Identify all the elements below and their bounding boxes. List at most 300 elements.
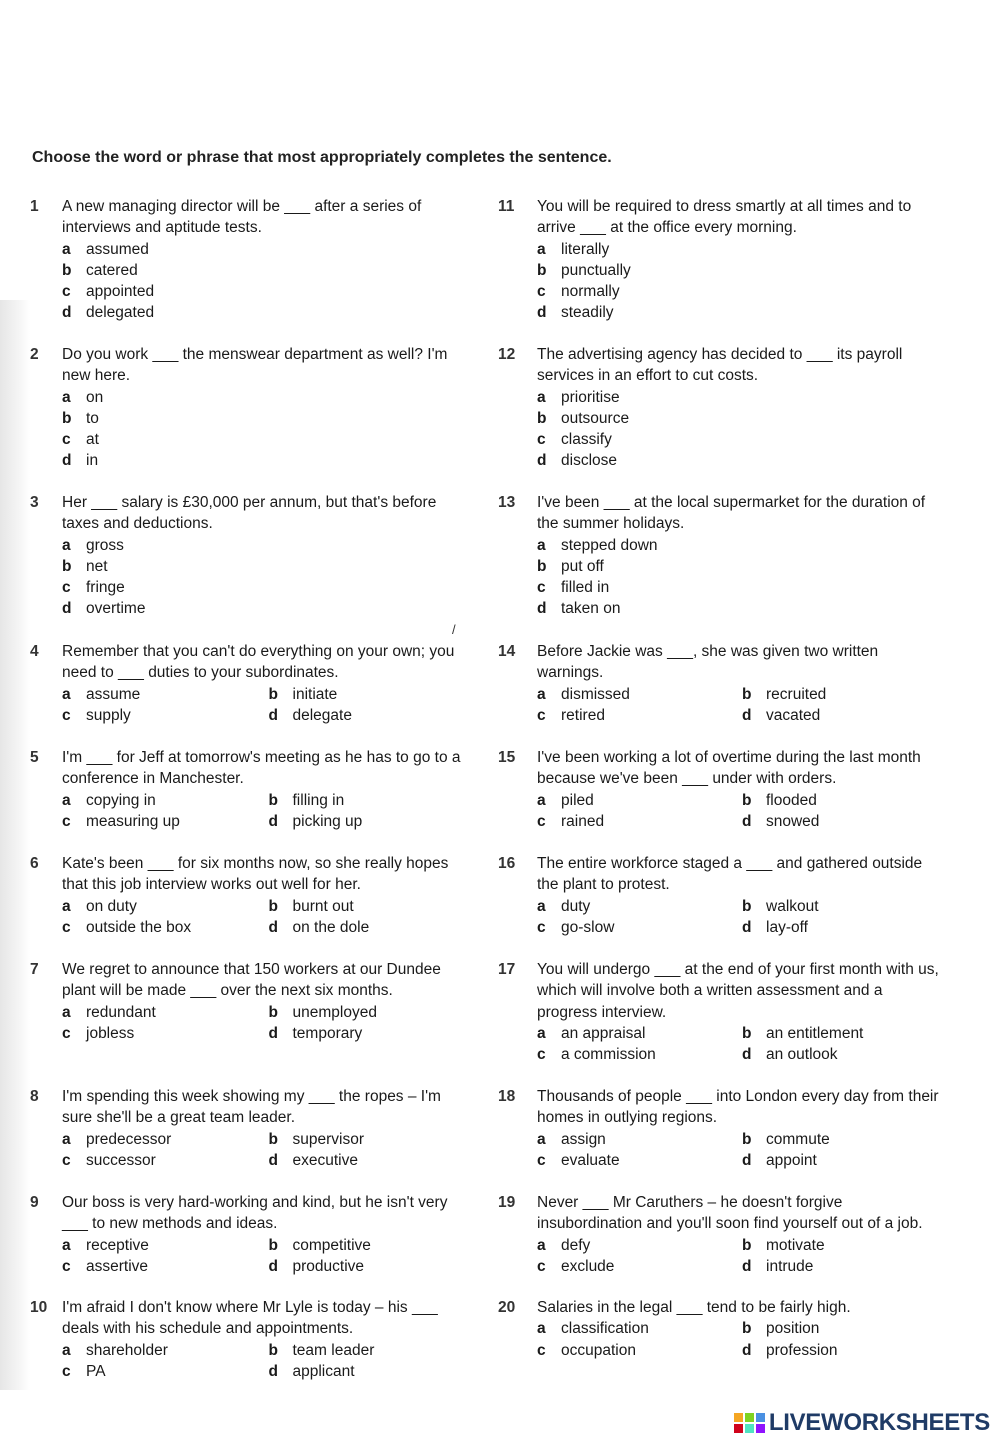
question-stem: I'm spending this week showing my ___ the ropes – I'm sure she'll be a great team leader. <box>62 1088 441 1127</box>
answer-option[interactable] <box>62 1340 269 1361</box>
question-12 <box>498 344 947 472</box>
option-letter: b <box>268 1003 278 1021</box>
answer-option[interactable] <box>537 1044 742 1065</box>
option-text[interactable]: competitive <box>292 1236 371 1254</box>
option-letter: c <box>537 1046 546 1064</box>
question-stem: The entire workforce staged a ___ and gathered outside the plant to protest. <box>537 855 923 894</box>
option-letter: a <box>62 1003 71 1021</box>
option-letter: d <box>537 452 547 470</box>
answer-option[interactable] <box>269 1002 476 1023</box>
option-text[interactable]: assumed <box>86 240 149 258</box>
option-letter: d <box>742 1257 752 1275</box>
answer-option[interactable] <box>62 302 475 323</box>
question-stem: A new managing director will be ___ after a series of interviews and aptitude tests. <box>62 198 422 237</box>
option-text[interactable]: flooded <box>766 791 817 809</box>
option-letter: b <box>742 1236 752 1254</box>
option-text[interactable]: appoint <box>766 1151 817 1169</box>
answer-option[interactable] <box>537 684 742 705</box>
option-text[interactable]: jobless <box>86 1024 135 1042</box>
option-row <box>537 1023 947 1044</box>
option-text[interactable]: predecessor <box>86 1130 172 1148</box>
option-letter: a <box>62 388 71 406</box>
answer-option[interactable] <box>537 598 947 619</box>
answer-option[interactable] <box>537 429 947 450</box>
answer-option[interactable] <box>62 598 475 619</box>
answer-option[interactable] <box>62 684 269 705</box>
option-letter: d <box>268 1362 278 1380</box>
answer-option[interactable] <box>742 705 947 726</box>
option-letter: d <box>268 1151 278 1169</box>
option-text[interactable]: measuring up <box>86 812 180 830</box>
option-letter: b <box>742 1024 752 1042</box>
answer-option[interactable] <box>537 556 947 577</box>
answer-option[interactable] <box>62 408 475 429</box>
option-text[interactable]: prioritise <box>561 388 620 406</box>
option-letter: c <box>62 918 71 936</box>
question-9 <box>30 1192 475 1277</box>
question-number: 3 <box>30 494 39 511</box>
option-text[interactable]: fringe <box>86 579 125 597</box>
answer-option[interactable] <box>62 790 269 811</box>
option-text[interactable]: productive <box>292 1257 365 1275</box>
option-text[interactable]: piled <box>561 791 594 809</box>
answer-option[interactable] <box>537 302 947 323</box>
option-text[interactable]: supervisor <box>292 1130 364 1148</box>
option-letter: c <box>537 706 546 724</box>
answer-option[interactable] <box>537 1023 742 1044</box>
answer-option[interactable] <box>269 896 476 917</box>
answer-option[interactable] <box>537 577 947 598</box>
answer-option[interactable] <box>62 577 475 598</box>
option-text[interactable]: lay-off <box>766 918 808 936</box>
question-number: 12 <box>498 346 516 363</box>
option-row <box>62 1361 475 1382</box>
option-letter: a <box>537 1320 546 1338</box>
option-text[interactable]: applicant <box>292 1362 355 1380</box>
option-text[interactable]: temporary <box>292 1024 363 1042</box>
option-text[interactable]: filling in <box>292 791 345 809</box>
option-letter: b <box>742 897 752 915</box>
question-number: 20 <box>498 1299 516 1316</box>
question-number: 10 <box>30 1299 48 1316</box>
answer-option[interactable] <box>537 896 742 917</box>
option-letter: c <box>62 1257 71 1275</box>
option-letter: d <box>62 600 72 618</box>
option-letter: a <box>62 1130 71 1148</box>
option-letter: c <box>62 1151 71 1169</box>
question-stem: Her ___ salary is £30,000 per annum, but that's before taxes and deductions. <box>62 494 437 533</box>
question-stem: You will undergo ___ at the end of your first month with us, which will involve both a written assessment and a progress interview. <box>537 961 939 1021</box>
option-text[interactable]: retired <box>561 706 605 724</box>
option-text[interactable]: walkout <box>766 897 819 915</box>
question-stem: Thousands of people ___ into London every day from their homes in outlying regions. <box>537 1088 939 1127</box>
answer-option[interactable] <box>62 556 475 577</box>
answer-option[interactable] <box>62 1129 269 1150</box>
option-text[interactable]: supply <box>86 706 131 724</box>
question-number: 19 <box>498 1194 516 1211</box>
option-text[interactable]: burnt out <box>292 897 354 915</box>
question-number: 6 <box>30 855 39 872</box>
answer-option[interactable] <box>537 239 947 260</box>
question-5 <box>30 747 475 832</box>
question-3 <box>30 492 475 620</box>
question-number: 14 <box>498 643 516 660</box>
option-row <box>62 1340 475 1361</box>
option-letter: d <box>268 706 278 724</box>
option-row <box>537 1318 947 1339</box>
option-text[interactable]: normally <box>561 283 620 301</box>
option-row <box>62 811 475 832</box>
option-text[interactable]: picking up <box>292 812 363 830</box>
answer-option[interactable] <box>537 705 742 726</box>
option-letter: d <box>537 304 547 322</box>
option-text[interactable]: PA <box>86 1362 106 1380</box>
option-text[interactable]: copying in <box>86 791 156 809</box>
option-letter: b <box>268 1236 278 1254</box>
question-number: 16 <box>498 855 516 872</box>
answer-option[interactable] <box>62 239 475 260</box>
option-text[interactable]: snowed <box>766 812 820 830</box>
question-stem: The advertising agency has decided to ___ its payroll services in an effort to cut costs. <box>537 346 903 385</box>
option-text[interactable]: recruited <box>766 685 827 703</box>
answer-option[interactable] <box>537 1150 742 1171</box>
option-text[interactable]: punctually <box>561 261 631 279</box>
option-text[interactable]: commute <box>766 1130 830 1148</box>
option-text[interactable]: classification <box>561 1320 649 1338</box>
option-letter: b <box>62 409 72 427</box>
option-text[interactable]: an entitlement <box>766 1024 864 1042</box>
option-row <box>537 1044 947 1065</box>
option-letter: b <box>268 1341 278 1359</box>
answer-option[interactable] <box>742 896 947 917</box>
option-text[interactable]: delegate <box>292 706 352 724</box>
question-number: 7 <box>30 961 39 978</box>
question-number: 15 <box>498 749 516 766</box>
question-15 <box>498 747 947 832</box>
option-letter: b <box>268 897 278 915</box>
answer-option[interactable] <box>269 1150 476 1171</box>
answer-option[interactable] <box>62 896 269 917</box>
option-text[interactable]: receptive <box>86 1236 149 1254</box>
question-16 <box>498 853 947 938</box>
option-text[interactable]: on <box>86 388 104 406</box>
question-number: 2 <box>30 346 39 363</box>
option-letter: a <box>537 1024 546 1042</box>
option-text[interactable]: team leader <box>292 1341 375 1359</box>
option-letter: d <box>62 304 72 322</box>
option-letter: b <box>62 557 72 575</box>
option-text[interactable]: a commission <box>561 1046 656 1064</box>
option-letter: c <box>537 812 546 830</box>
answer-option[interactable] <box>62 1361 269 1382</box>
answer-option[interactable] <box>537 281 947 302</box>
question-18 <box>498 1086 947 1171</box>
question-stem: I'm afraid I don't know where Mr Lyle is today – his ___ deals with his schedule and appointments. <box>62 1299 438 1338</box>
option-text[interactable]: motivate <box>766 1236 825 1254</box>
option-row <box>537 790 947 811</box>
option-text[interactable]: an appraisal <box>561 1024 646 1042</box>
answer-option[interactable] <box>742 1044 947 1065</box>
option-text[interactable]: at <box>86 431 99 449</box>
answer-option[interactable] <box>269 684 476 705</box>
answer-option[interactable] <box>62 1150 269 1171</box>
option-text[interactable]: shareholder <box>86 1341 168 1359</box>
answer-option[interactable] <box>537 811 742 832</box>
question-stem: Never ___ Mr Caruthers – he doesn't forgive insubordination and you'll soon find yourself out of a job. <box>537 1194 923 1233</box>
option-letter: c <box>537 1341 546 1359</box>
option-row <box>62 1129 475 1150</box>
option-text[interactable]: gross <box>86 536 124 554</box>
option-letter: a <box>537 685 546 703</box>
option-letter: d <box>742 812 752 830</box>
answer-option[interactable] <box>269 705 476 726</box>
question-13 <box>498 492 947 620</box>
answer-option[interactable] <box>62 1256 269 1277</box>
option-text[interactable]: appointed <box>86 283 155 301</box>
option-row <box>537 1129 947 1150</box>
question-4 <box>30 641 475 726</box>
answer-option[interactable] <box>742 1235 947 1256</box>
option-text[interactable]: profession <box>766 1341 838 1359</box>
scan-edge-shadow <box>0 300 30 1390</box>
option-text[interactable]: literally <box>561 240 610 258</box>
option-text[interactable]: on duty <box>86 897 137 915</box>
option-text[interactable]: duty <box>561 897 591 915</box>
option-text[interactable]: on the dole <box>292 918 370 936</box>
option-letter: a <box>62 791 71 809</box>
question-stem: I've been ___ at the local supermarket for the duration of the summer holidays. <box>537 494 926 533</box>
answer-option[interactable] <box>269 1235 476 1256</box>
answer-option[interactable] <box>269 1340 476 1361</box>
option-row <box>62 917 475 938</box>
option-letter: a <box>537 536 546 554</box>
answer-option[interactable] <box>537 408 947 429</box>
option-row <box>537 1235 947 1256</box>
question-17 <box>498 959 947 1065</box>
answer-option[interactable] <box>62 1023 269 1044</box>
answer-option[interactable] <box>742 1256 947 1277</box>
option-letter: b <box>537 261 547 279</box>
answer-option[interactable] <box>62 1235 269 1256</box>
answer-option[interactable] <box>62 811 269 832</box>
option-letter: a <box>537 240 546 258</box>
answer-option[interactable] <box>537 450 947 471</box>
option-row <box>62 790 475 811</box>
question-number: 11 <box>498 198 515 215</box>
option-letter: d <box>268 1257 278 1275</box>
question-stem: Do you work ___ the menswear department as well? I'm new here. <box>62 346 448 385</box>
option-letter: a <box>62 536 71 554</box>
option-row <box>62 896 475 917</box>
option-text[interactable]: taken on <box>561 600 621 618</box>
option-letter: b <box>742 791 752 809</box>
option-letter: a <box>62 897 71 915</box>
option-text[interactable]: to <box>86 409 99 427</box>
option-row <box>62 705 475 726</box>
answer-option[interactable] <box>62 450 475 471</box>
option-text[interactable]: vacated <box>766 706 821 724</box>
answer-option[interactable] <box>62 429 475 450</box>
answer-option[interactable] <box>269 1361 476 1382</box>
question-20 <box>498 1297 947 1361</box>
option-text[interactable]: outsource <box>561 409 630 427</box>
answer-option[interactable] <box>742 1318 947 1339</box>
question-number: 9 <box>30 1194 39 1211</box>
answer-option[interactable] <box>537 387 947 408</box>
option-text[interactable]: unemployed <box>292 1003 377 1021</box>
option-text[interactable]: stepped down <box>561 536 658 554</box>
option-letter: b <box>742 1320 752 1338</box>
answer-option[interactable] <box>742 1150 947 1171</box>
option-text[interactable]: catered <box>86 261 138 279</box>
question-stem: Our boss is very hard-working and kind, but he isn't very ___ to new methods and ideas. <box>62 1194 448 1233</box>
option-text[interactable]: net <box>86 557 108 575</box>
answer-option[interactable] <box>62 705 269 726</box>
option-text[interactable]: disclose <box>561 452 617 470</box>
option-row <box>537 896 947 917</box>
question-7 <box>30 959 475 1044</box>
option-row <box>62 1256 475 1277</box>
answer-option[interactable] <box>742 790 947 811</box>
option-row <box>537 1340 947 1361</box>
option-letter: a <box>537 388 546 406</box>
question-number: 17 <box>498 961 516 978</box>
option-text[interactable]: rained <box>561 812 605 830</box>
question-14 <box>498 641 947 726</box>
option-text[interactable]: dismissed <box>561 685 630 703</box>
option-letter: a <box>537 791 546 809</box>
answer-option[interactable] <box>62 535 475 556</box>
option-text[interactable]: occupation <box>561 1341 636 1359</box>
option-text[interactable]: defy <box>561 1236 591 1254</box>
option-text[interactable]: outside the box <box>86 918 192 936</box>
answer-option[interactable] <box>62 917 269 938</box>
option-text[interactable]: executive <box>292 1151 358 1169</box>
answer-option[interactable] <box>269 790 476 811</box>
option-text[interactable]: redundant <box>86 1003 156 1021</box>
answer-option[interactable] <box>742 684 947 705</box>
option-letter: d <box>742 918 752 936</box>
question-10 <box>30 1297 475 1382</box>
liveworksheets-logo <box>734 1409 990 1437</box>
question-number: 8 <box>30 1088 39 1105</box>
answer-option[interactable] <box>742 1129 947 1150</box>
option-text[interactable]: assign <box>561 1130 606 1148</box>
option-letter: d <box>62 452 72 470</box>
logo-grid-icon <box>734 1413 765 1433</box>
option-text[interactable]: classify <box>561 431 612 449</box>
answer-option[interactable] <box>742 811 947 832</box>
option-row <box>537 811 947 832</box>
option-text[interactable]: evaluate <box>561 1151 620 1169</box>
option-letter: c <box>62 431 71 449</box>
option-letter: b <box>537 409 547 427</box>
option-letter: c <box>62 1362 71 1380</box>
option-text[interactable]: steadily <box>561 304 614 322</box>
option-text[interactable]: in <box>86 452 99 470</box>
option-text[interactable]: assertive <box>86 1257 149 1275</box>
option-text[interactable]: overtime <box>86 600 146 618</box>
answer-option[interactable] <box>537 1235 742 1256</box>
answer-option[interactable] <box>537 790 742 811</box>
option-text[interactable]: go-slow <box>561 918 615 936</box>
option-letter: a <box>62 685 71 703</box>
answer-option[interactable] <box>269 917 476 938</box>
answer-option[interactable] <box>269 1256 476 1277</box>
option-row <box>62 684 475 705</box>
answer-option[interactable] <box>537 260 947 281</box>
answer-option[interactable] <box>742 917 947 938</box>
answer-option[interactable] <box>62 281 475 302</box>
question-stem: I've been working a lot of overtime during the last month because we've been ___ under with orders. <box>537 749 921 788</box>
option-letter: c <box>537 579 546 597</box>
option-text[interactable]: successor <box>86 1151 156 1169</box>
option-text[interactable]: assume <box>86 685 141 703</box>
option-letter: d <box>742 1151 752 1169</box>
answer-option[interactable] <box>742 1023 947 1044</box>
option-letter: d <box>268 918 278 936</box>
option-letter: d <box>537 600 547 618</box>
option-letter: d <box>742 1341 752 1359</box>
option-row <box>62 1023 475 1044</box>
answer-option[interactable] <box>537 1256 742 1277</box>
option-text[interactable]: delegated <box>86 304 155 322</box>
option-row <box>537 1256 947 1277</box>
answer-option[interactable] <box>269 811 476 832</box>
option-letter: c <box>62 579 71 597</box>
option-letter: b <box>268 1130 278 1148</box>
option-letter: a <box>62 1236 71 1254</box>
option-text[interactable]: an outlook <box>766 1046 838 1064</box>
option-letter: b <box>268 685 278 703</box>
answer-option[interactable] <box>269 1129 476 1150</box>
option-letter: c <box>62 706 71 724</box>
option-text[interactable]: exclude <box>561 1257 615 1275</box>
option-letter: b <box>742 1130 752 1148</box>
option-letter: a <box>537 897 546 915</box>
question-stem: Salaries in the legal ___ tend to be fairly high. <box>537 1299 851 1316</box>
option-text[interactable]: intrude <box>766 1257 814 1275</box>
option-row <box>537 1150 947 1171</box>
option-text[interactable]: filled in <box>561 579 610 597</box>
option-letter: a <box>62 1341 71 1359</box>
answer-option[interactable] <box>742 1340 947 1361</box>
question-stem: Remember that you can't do everything on your own; you need to ___ duties to your subordinates. <box>62 643 455 682</box>
instruction-heading: Choose the word or phrase that most appropriately completes the sentence. <box>32 149 612 166</box>
answer-option[interactable] <box>62 260 475 281</box>
option-letter: d <box>742 1046 752 1064</box>
question-number: 5 <box>30 749 39 766</box>
option-text[interactable]: initiate <box>292 685 338 703</box>
option-text[interactable]: position <box>766 1320 820 1338</box>
answer-option[interactable] <box>62 1002 269 1023</box>
answer-option[interactable] <box>62 387 475 408</box>
option-row <box>62 1150 475 1171</box>
answer-option[interactable] <box>537 1318 742 1339</box>
question-8 <box>30 1086 475 1171</box>
answer-option[interactable] <box>537 917 742 938</box>
option-text[interactable]: put off <box>561 557 604 575</box>
answer-option[interactable] <box>537 535 947 556</box>
option-letter: d <box>268 1024 278 1042</box>
option-letter: d <box>268 812 278 830</box>
option-letter: c <box>62 1024 71 1042</box>
answer-option[interactable] <box>537 1129 742 1150</box>
answer-option[interactable] <box>537 1340 742 1361</box>
answer-option[interactable] <box>269 1023 476 1044</box>
question-number: 1 <box>30 198 39 215</box>
option-letter: a <box>537 1130 546 1148</box>
